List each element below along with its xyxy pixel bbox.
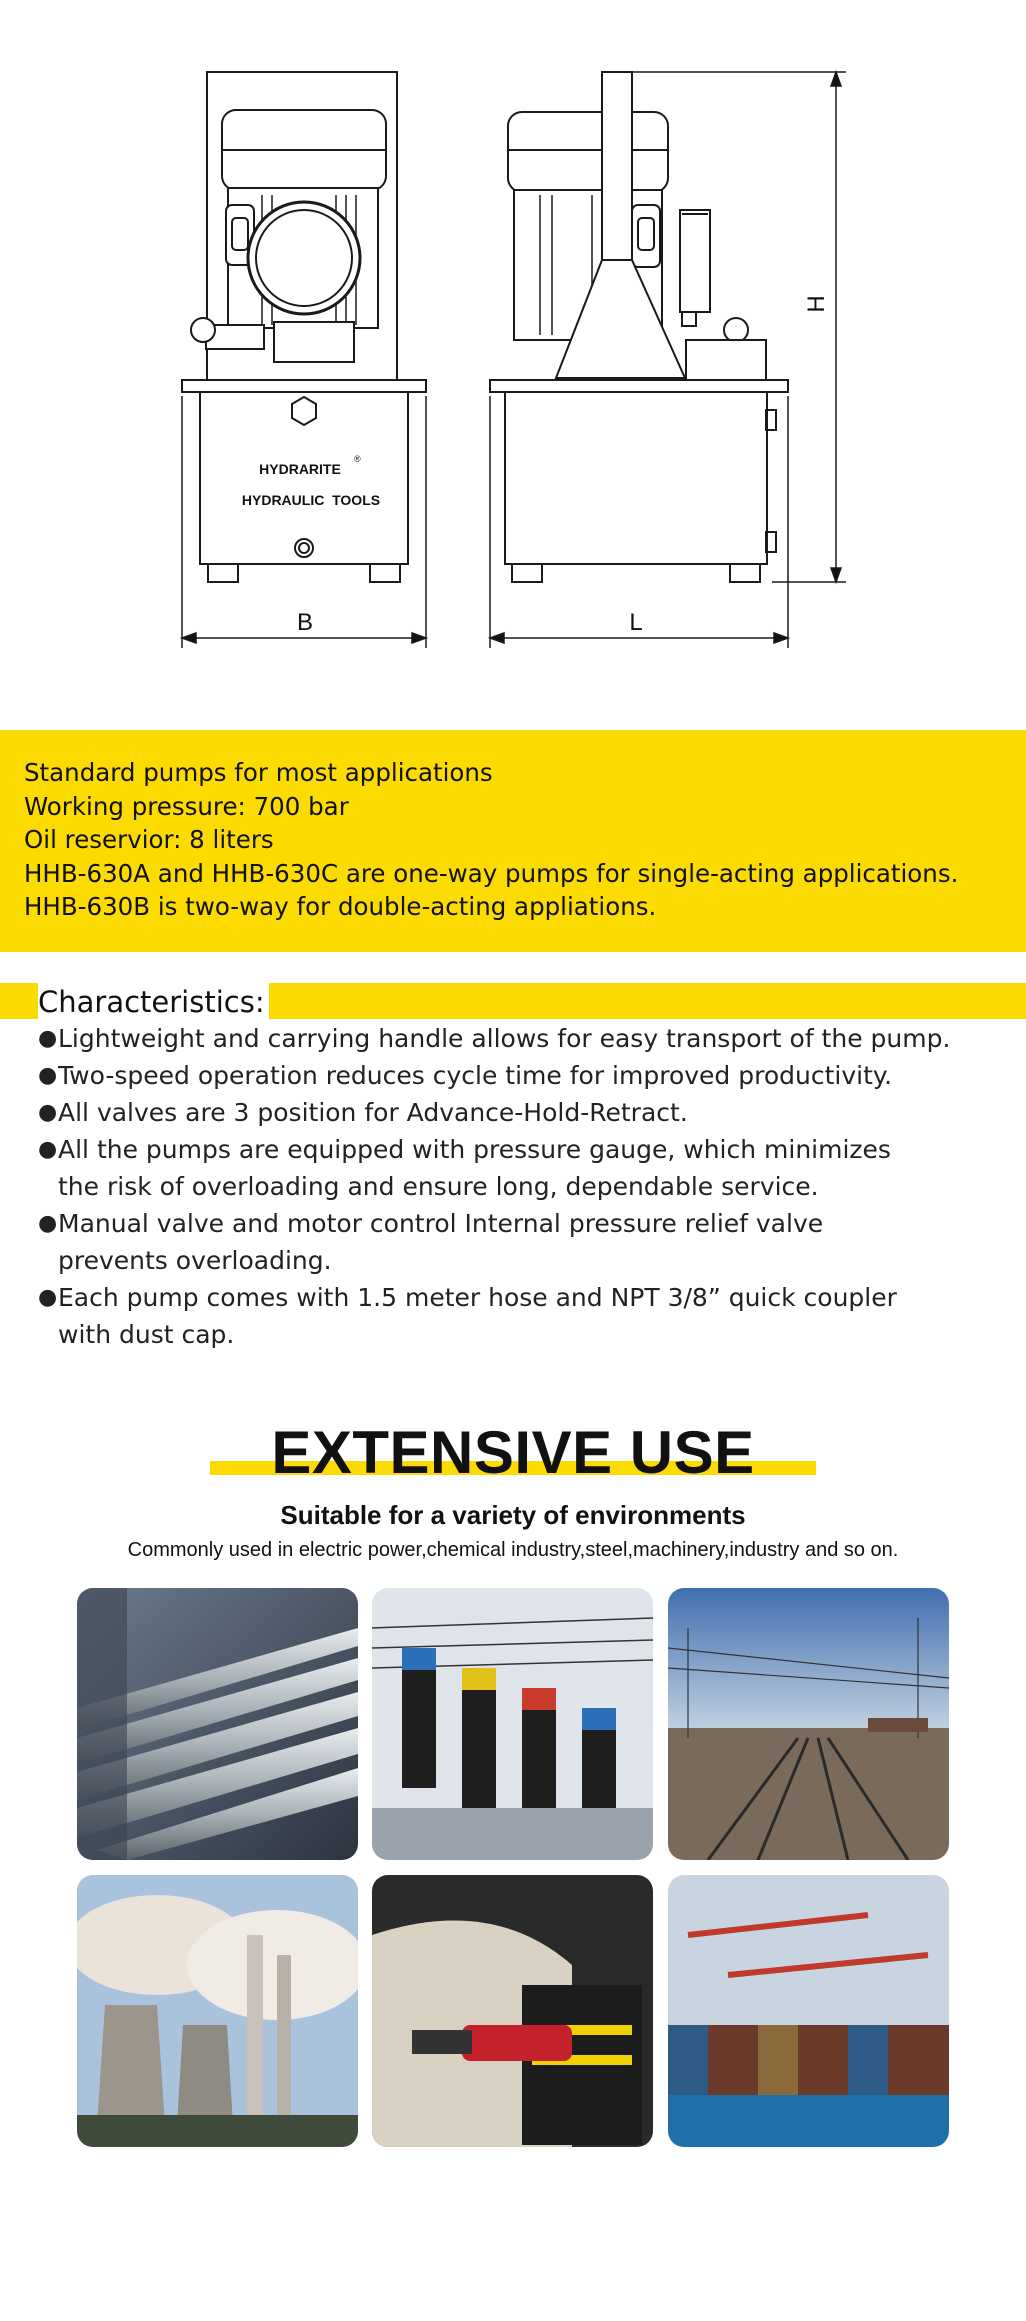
extensive-use-subtitle: Suitable for a variety of environments <box>280 1500 746 1530</box>
list-item <box>38 1131 1018 1205</box>
list-item-text: Lightweight and carrying handle allows for easy transport of the pump. <box>58 1024 951 1053</box>
characteristics-title: Characteristics: <box>38 982 269 1022</box>
dimension-b-label: B <box>296 609 314 636</box>
bullet-icon: ● <box>38 1100 58 1125</box>
railway-photo <box>668 1588 949 1860</box>
characteristics-list <box>38 1020 1018 1353</box>
bullet-icon: ● <box>38 1285 58 1310</box>
list-item <box>38 1020 1018 1057</box>
list-item <box>38 1279 1018 1353</box>
tank-brand-mark: ® <box>354 454 361 464</box>
spec-line: Standard pumps for most applications <box>24 758 493 787</box>
bullet-icon: ● <box>38 1137 58 1162</box>
extensive-use-title: EXTENSIVE USE <box>271 1419 755 1486</box>
list-item-text: All the pumps are equipped with pressure gauge, which minimizes the risk of overloading and ensure long, dependable service. <box>58 1135 891 1201</box>
list-item-text: Manual valve and motor control Internal pressure relief valve prevents overloading. <box>58 1209 824 1275</box>
tank-product-label: HYDRAULIC TOOLS <box>241 492 381 508</box>
power-insulators-photo <box>372 1588 653 1860</box>
pipeline-photo <box>77 1588 358 1860</box>
list-item-text: Each pump comes with 1.5 meter hose and NPT 3/8” quick coupler with dust cap. <box>58 1283 897 1349</box>
list-item <box>38 1057 1018 1094</box>
list-item-text: All valves are 3 position for Advance-Hold-Retract. <box>58 1098 688 1127</box>
bullet-icon: ● <box>38 1211 58 1236</box>
spec-band <box>0 730 1026 952</box>
list-item-text: Two-speed operation reduces cycle time for improved productivity. <box>58 1061 893 1090</box>
spec-line: HHB-630A and HHB-630C are one-way pumps for single-acting applications. <box>24 858 959 888</box>
spec-line: HHB-630B is two-way for double-acting appliations. <box>24 892 657 921</box>
tank-brand-label: HYDRARITE <box>259 461 341 477</box>
dimension-l-label: L <box>629 609 643 636</box>
pump-technical-drawing <box>0 0 1026 680</box>
bullet-icon: ● <box>38 1026 58 1051</box>
list-item <box>38 1205 1018 1279</box>
list-item <box>38 1094 1018 1131</box>
dimension-h-label: H <box>803 295 830 313</box>
pump-side-view <box>490 72 788 582</box>
spec-line: Working pressure: 700 bar <box>24 791 349 821</box>
power-plant-photo <box>77 1875 358 2147</box>
spec-line: Oil reservior: 8 liters <box>24 825 274 854</box>
rescue-tool-photo <box>372 1875 653 2147</box>
extensive-use-description: Commonly used in electric power,chemical industry,steel,machinery,industry and so on. <box>127 1539 899 1561</box>
container-port-photo <box>668 1875 949 2147</box>
bullet-icon: ● <box>38 1063 58 1088</box>
